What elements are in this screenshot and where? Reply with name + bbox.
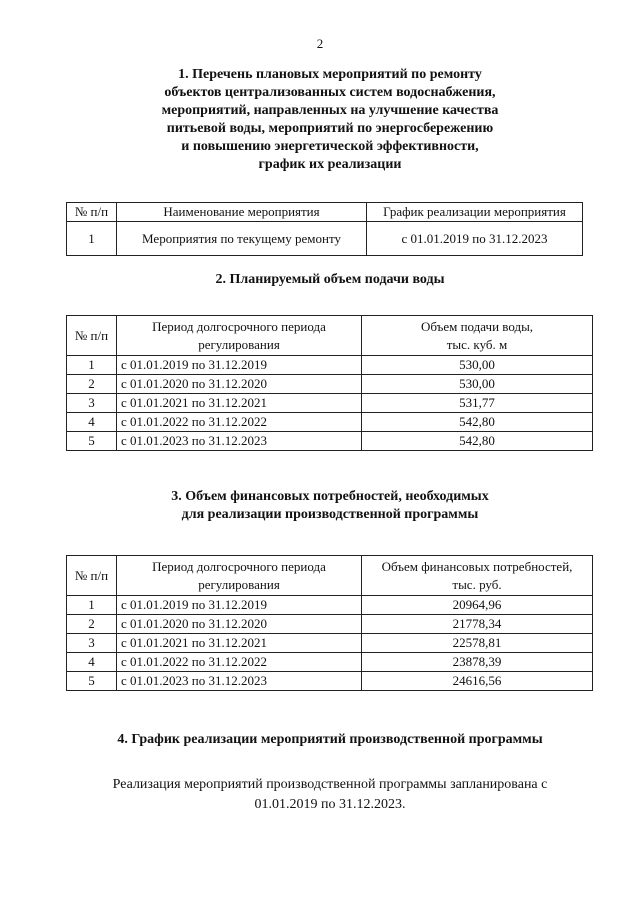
table-row <box>67 432 593 451</box>
water-supply-table <box>66 315 593 451</box>
row-period: с 01.01.2022 по 31.12.2022 <box>117 653 362 672</box>
row-period: с 01.01.2020 по 31.12.2020 <box>117 375 362 394</box>
row-period: с 01.01.2020 по 31.12.2020 <box>117 615 362 634</box>
row-period: с 01.01.2019 по 31.12.2019 <box>117 356 362 375</box>
section1-heading <box>60 66 600 174</box>
row-number: 4 <box>67 413 117 432</box>
row-number: 1 <box>67 596 117 615</box>
table-row <box>67 413 593 432</box>
row-volume: 530,00 <box>362 375 593 394</box>
row-volume: 530,00 <box>362 356 593 375</box>
table-row <box>67 394 593 413</box>
table-row <box>67 653 593 672</box>
table-row <box>67 375 593 394</box>
table-row <box>67 356 593 375</box>
header-cell-number: № п/п <box>67 556 117 596</box>
header-cell-schedule: График реализации мероприятия <box>367 203 583 222</box>
section1-heading-line: график их реализации <box>258 157 402 172</box>
activity-schedule: с 01.01.2019 по 31.12.2023 <box>367 222 583 256</box>
row-period: с 01.01.2023 по 31.12.2023 <box>117 432 362 451</box>
paragraph-line: Реализация мероприятий производственной программы запланирована с <box>112 777 548 792</box>
table-header-row <box>67 316 593 356</box>
section1-heading-line: питьевой воды, мероприятий по энергосбережению <box>166 121 494 136</box>
row-period: с 01.01.2019 по 31.12.2019 <box>117 596 362 615</box>
section2-heading-line: 2. Планируемый объем подачи воды <box>215 272 445 287</box>
header-period-line: регулирования <box>198 336 280 352</box>
row-period: с 01.01.2021 по 31.12.2021 <box>117 634 362 653</box>
row-number: 5 <box>67 432 117 451</box>
section4-heading <box>60 731 600 749</box>
row-number: 2 <box>67 615 117 634</box>
section1-heading-line: мероприятий, направленных на улучшение качества <box>161 103 499 118</box>
section3-heading-line: 3. Объем финансовых потребностей, необходимых <box>171 489 489 504</box>
row-number: 3 <box>67 634 117 653</box>
row-amount: 22578,81 <box>362 634 593 653</box>
section1-heading-line: и повышению энергетической эффективности, <box>181 139 479 154</box>
row-amount: 21778,34 <box>362 615 593 634</box>
row-volume: 542,80 <box>362 413 593 432</box>
row-number: 2 <box>67 375 117 394</box>
header-cell-amount <box>362 556 593 596</box>
header-period-line: регулирования <box>198 576 280 592</box>
header-cell-volume <box>362 316 593 356</box>
header-amount-line: Объем финансовых потребностей, <box>381 558 573 574</box>
header-period-line: Период долгосрочного периода <box>152 558 326 574</box>
header-cell-number: № п/п <box>67 316 117 356</box>
section2-heading <box>60 271 600 289</box>
table-row <box>67 672 593 691</box>
financial-needs-table <box>66 555 593 691</box>
header-cell-activity-name: Наименование мероприятия <box>117 203 367 222</box>
table-header-row <box>67 203 583 222</box>
activity-name: Мероприятия по текущему ремонту <box>117 222 367 256</box>
header-volume-line: тыс. куб. м <box>446 336 508 352</box>
row-amount: 23878,39 <box>362 653 593 672</box>
header-volume-line: Объем подачи воды, <box>420 318 534 334</box>
row-amount: 20964,96 <box>362 596 593 615</box>
section4-heading-line: 4. График реализации мероприятий производственной программы <box>117 732 543 747</box>
row-volume: 531,77 <box>362 394 593 413</box>
row-number: 1 <box>67 222 117 256</box>
row-number: 1 <box>67 356 117 375</box>
table-row <box>67 634 593 653</box>
header-amount-line: тыс. руб. <box>452 576 502 592</box>
section3-heading-line: для реализации производственной программы <box>181 507 479 522</box>
page-number: 2 <box>316 36 324 51</box>
table-row <box>67 596 593 615</box>
row-volume: 542,80 <box>362 432 593 451</box>
section3-heading <box>60 488 600 524</box>
header-cell-period <box>117 556 362 596</box>
table-row <box>67 615 593 634</box>
section1-heading-line: объектов централизованных систем водоснабжения, <box>164 85 496 100</box>
schedule-paragraph <box>70 775 590 815</box>
section1-heading-line: 1. Перечень плановых мероприятий по ремонту <box>178 67 482 82</box>
row-number: 3 <box>67 394 117 413</box>
header-cell-period <box>117 316 362 356</box>
activities-table <box>66 202 583 256</box>
row-period: с 01.01.2022 по 31.12.2022 <box>117 413 362 432</box>
paragraph-line: 01.01.2019 по 31.12.2023. <box>254 797 406 812</box>
row-period: с 01.01.2023 по 31.12.2023 <box>117 672 362 691</box>
table-row <box>67 222 583 256</box>
row-number: 5 <box>67 672 117 691</box>
table-header-row <box>67 556 593 596</box>
row-number: 4 <box>67 653 117 672</box>
row-period: с 01.01.2021 по 31.12.2021 <box>117 394 362 413</box>
row-amount: 24616,56 <box>362 672 593 691</box>
header-cell-number: № п/п <box>67 203 117 222</box>
header-period-line: Период долгосрочного периода <box>152 318 326 334</box>
